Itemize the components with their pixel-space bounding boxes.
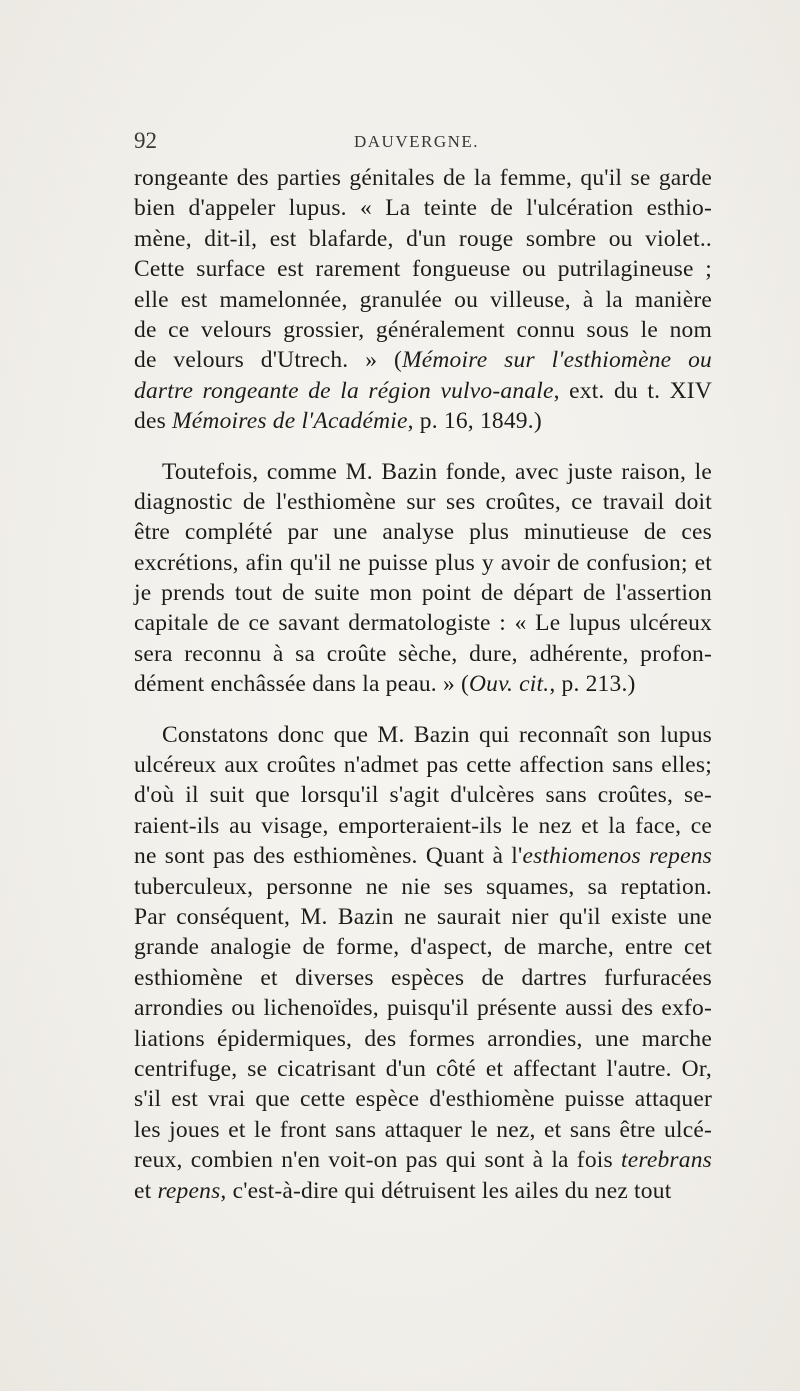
text-segment: , c'est-à-dire qui détruisent les ailes du nez tout [220,1177,672,1204]
text-segment: ulcéreux aux croûtes n'admet pas cette affection sans elles; [134,752,712,779]
text-segment: capitale de ce savant dermatologiste : « Le lupus ulcéreux [134,610,712,637]
paragraph-gap [134,437,712,457]
text-segment: sera reconnu à sa croûte sèche, dure, adhérente, profon- [134,640,712,667]
text-segment: je prends tout de suite mon point de départ de l'assertion [134,580,712,607]
paragraph [134,720,712,1206]
text-line [134,224,712,254]
text-line [134,376,712,406]
paragraph [134,163,712,437]
text-line [134,1176,712,1206]
text-segment: d'où il suit que lorsqu'il s'agit d'ulcères sans croûtes, se- [134,782,712,809]
text-line [134,750,712,780]
text-segment: raient-ils au visage, emporteraient-ils le nez et la face, ce [134,812,712,839]
paragraph-gap [134,700,712,720]
text-segment: rongeante des parties génitales de la femme, qu'il se garde [134,165,712,191]
text-line [134,932,712,962]
text-segment: Constatons donc que M. Bazin qui reconnaît son lupus [162,721,712,748]
italic-segment: Mémoire sur l'esthiomène ou [401,347,712,374]
text-line [134,548,712,578]
text-segment: des [134,408,173,435]
running-head [134,126,714,156]
text-segment: mène, dit-il, est blafarde, d'un rouge sombre ou violet.. [134,225,712,252]
text-segment: être complété par une analyse plus minutieuse de ces [134,519,712,546]
text-line [134,254,712,284]
text-line [134,811,712,841]
running-title: DAUVERGNE. [354,132,480,151]
text-segment: elle est mamelonnée, granulée ou villeuse, à la manière [134,286,712,313]
text-line [134,608,712,638]
text-segment: Cette surface est rarement fongueuse ou putrilagineuse ; [134,256,712,283]
text-line [134,1145,712,1175]
text-segment: les joues et le front sans attaquer le nez, et sans être ulcé- [134,1116,712,1143]
text-segment: , p. 213.) [549,671,636,698]
text-segment: ne sont pas des esthiomènes. Quant à l' [134,843,523,870]
text-line [134,669,712,699]
text-line [134,1024,712,1054]
text-line [134,902,712,932]
text-line [134,315,712,345]
text-segment: esthiomène et diverses espèces de dartres furfuracées [134,964,712,991]
text-line [134,193,712,223]
text-line [134,720,712,750]
italic-segment: Mémoires de l'Académie [172,408,408,435]
text-segment: tuberculeux, personne ne nie ses squames, sa reptation. [134,873,712,900]
text-line [134,163,712,193]
text-line [134,1084,712,1114]
text-line [134,872,712,902]
text-segment: , p. 16, 1849.) [407,408,542,435]
italic-segment: Ouv. cit. [469,671,550,698]
text-line [134,780,712,810]
text-segment: bien d'appeler lupus. « La teinte de l'ulcération esthio- [134,195,712,222]
body-text [134,163,712,1206]
text-line [134,457,712,487]
text-line [134,841,712,871]
paragraph [134,457,712,700]
text-line [134,285,712,315]
text-segment: dément enchâssée dans la peau. » ( [134,671,470,698]
italic-segment: esthiomenos repens [522,843,712,870]
text-segment: centrifuge, se cicatrisant d'un côté et affectant l'autre. Or, [134,1055,712,1082]
page-number: 92 [134,128,157,153]
text-segment: de velours d'Utrech. » ( [134,347,402,374]
text-line [134,963,712,993]
italic-segment: terebrans [620,1147,712,1174]
text-line [134,993,712,1023]
text-segment: arrondies ou lichenoïdes, puisqu'il présente aussi des exfo- [134,995,712,1022]
text-line [134,1115,712,1145]
text-line [134,406,712,436]
text-segment: Toutefois, comme M. Bazin fonde, avec juste raison, le [162,458,712,485]
italic-segment: dartre rongeante de la région vulvo-anale [134,377,554,404]
italic-segment: repens [157,1177,221,1204]
text-segment: , ext. du t. XIV [553,377,712,404]
text-line [134,1054,712,1084]
text-line [134,639,712,669]
text-line [134,345,712,375]
text-segment: diagnostic de l'esthiomène sur ses croûtes, ce travail doit [134,488,712,515]
text-line [134,517,712,547]
text-segment: de ce velours grossier, généralement connu sous le nom [134,316,712,343]
text-line [134,578,712,608]
text-line [134,487,712,517]
text-segment: Par conséquent, M. Bazin ne saurait nier qu'il existe une [134,903,712,930]
text-segment: liations épidermiques, des formes arrondies, une marche [134,1025,712,1052]
text-segment: et [134,1177,158,1204]
text-segment: grande analogie de forme, d'aspect, de marche, entre cet [134,934,712,961]
text-segment: excrétions, afin qu'il ne puisse plus y avoir de confusion; et [134,549,712,576]
text-segment: s'il est vrai que cette espèce d'esthiomène puisse attaquer [134,1086,712,1113]
text-segment: reux, combien n'en voit-on pas qui sont à la fois [134,1147,621,1174]
